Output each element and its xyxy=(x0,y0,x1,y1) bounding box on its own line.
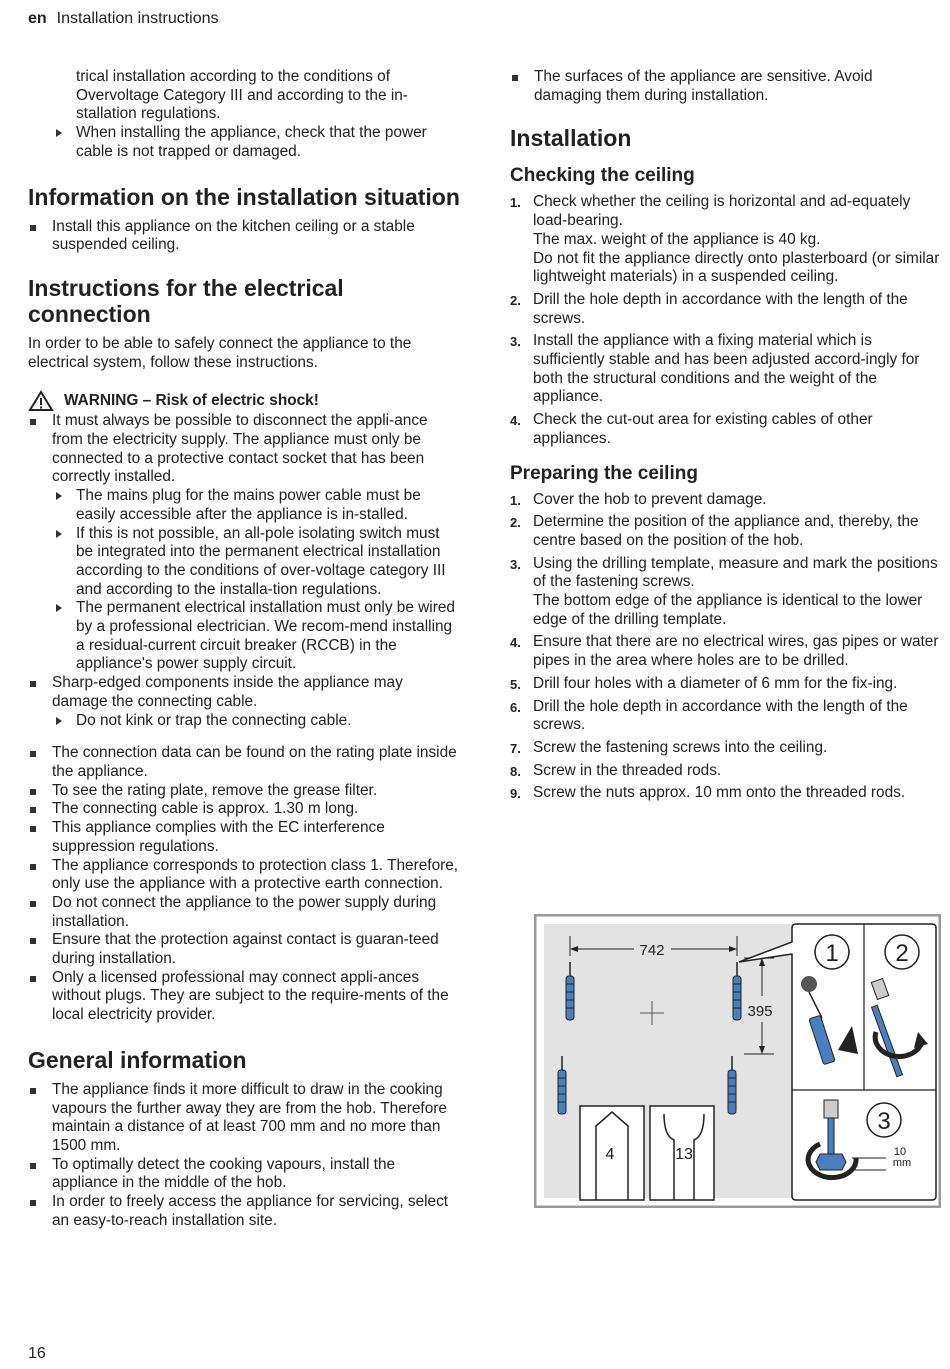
heading-installation-situation: Information on the installation situation xyxy=(28,183,460,210)
step-item xyxy=(510,633,942,670)
intro-continuation xyxy=(28,68,460,162)
step-text: Screw the nuts approx. 10 mm onto the threaded rods. xyxy=(533,784,906,802)
step-item xyxy=(510,739,942,758)
step-text: Drill the hole depth in accordance with the length of the screws. xyxy=(533,290,908,327)
warning-triangle-icon xyxy=(28,390,54,412)
rod-fixture xyxy=(824,1100,838,1118)
surfaces-list xyxy=(510,68,942,105)
nut xyxy=(816,1154,846,1170)
list-item: To optimally detect the cooking vapours, install the appliance in the middle of the hob. xyxy=(28,1156,460,1193)
left-column xyxy=(28,68,460,1230)
list-item: The connection data can be found on the rating plate inside the appliance. xyxy=(28,744,460,781)
warning-list xyxy=(28,412,460,730)
step-text: Cover the hob to prevent damage. xyxy=(533,490,767,508)
list-item xyxy=(28,674,460,730)
list-item-text: It must always be possible to disconnect the appli-ance from the electricity supply. The appliance must only be connected to a protective contact socket that has been correctly installed. xyxy=(52,412,428,486)
step-number: 5. xyxy=(510,676,521,692)
step-note: Do not fit the appliance directly onto plasterboard (or similar lightweight materials) in a suspended ceiling. xyxy=(533,249,940,286)
step-number: 2. xyxy=(510,515,521,531)
heading-general-information: General information xyxy=(28,1046,247,1073)
step-number: 3. xyxy=(510,334,521,350)
hex-key-size: 4 xyxy=(605,1146,615,1163)
page-header xyxy=(28,10,219,28)
step-number: 8. xyxy=(510,763,521,779)
nut-gap-value: 10 xyxy=(893,1146,907,1158)
step-item xyxy=(510,675,942,694)
step-item xyxy=(510,698,942,735)
warning-heading xyxy=(28,390,460,412)
step-item xyxy=(510,332,942,407)
step-number: 7. xyxy=(510,740,521,756)
heading-preparing-ceiling: Preparing the ceiling xyxy=(510,462,698,484)
nut-gap-unit: mm xyxy=(892,1157,912,1169)
step-number: 4. xyxy=(510,635,521,651)
step-weight-note: The max. weight of the appliance is 40 kg. xyxy=(533,230,821,248)
list-item: Ensure that the protection against contact is guaran-teed during installation. xyxy=(28,931,460,968)
step-1-number: 1 xyxy=(825,940,839,967)
heading-checking-ceiling: Checking the ceiling xyxy=(510,165,695,187)
electrical-intro: In order to be able to safely connect the appliance to the electrical system, follow these instructions. xyxy=(28,334,412,371)
preparing-steps xyxy=(510,491,942,804)
wrench-size: 13 xyxy=(675,1146,693,1163)
intro-arrow-item: When installing the appliance, check that the power cable is not trapped or damaged. xyxy=(52,124,460,161)
list-item: Only a licensed professional may connect appli-ances without plugs. They are subject to the require-ments of the local electricity provider. xyxy=(28,969,460,1025)
sub-arrow-list xyxy=(52,487,460,674)
hex-key-tool xyxy=(580,1106,644,1200)
language-code: en xyxy=(28,10,47,27)
step-text: Determine the position of the appliance and, thereby, the centre based on the position of the hob. xyxy=(533,513,919,549)
step-number: 6. xyxy=(510,699,521,715)
ceiling-installation-figure xyxy=(534,914,941,1208)
step-item xyxy=(510,411,942,448)
step-item xyxy=(510,513,942,550)
heading-installation: Installation xyxy=(510,125,632,152)
general-list xyxy=(28,1081,460,1231)
list-item-text: Sharp-edged components inside the appliance may damage the connecting cable. xyxy=(52,674,403,710)
intro-line: stallation regulations. xyxy=(76,105,221,123)
header-title: Installation instructions xyxy=(56,10,219,27)
list-item: This appliance complies with the EC interference suppression regulations. xyxy=(28,819,460,856)
right-column xyxy=(510,68,942,807)
step-text: Check the cut-out area for existing cables of other appliances. xyxy=(533,411,873,447)
step-text: Using the drilling template, measure and mark the positions of the fastening screws. xyxy=(533,554,938,591)
warning-text: WARNING – Risk of electric shock! xyxy=(64,391,319,409)
situation-list xyxy=(28,218,460,255)
arrow-item: The mains plug for the mains power cable must be easily accessible after the appliance is in-stalled. xyxy=(52,487,460,524)
checking-steps xyxy=(510,193,942,448)
list-item: To see the rating plate, remove the grease filter. xyxy=(28,782,460,801)
step-item xyxy=(510,491,942,510)
arrow-item: The permanent electrical installation must only be wired by a professional electrician. We recom-mend installing a residual-current circuit breaker (RCCB) in the appliance's power supply circuit. xyxy=(52,599,460,674)
step-item xyxy=(510,762,942,781)
sub-arrow-list xyxy=(52,712,460,731)
step-number: 3. xyxy=(510,556,521,572)
heading-electrical-connection: Instructions for the electrical connection xyxy=(28,274,344,327)
step-number: 1. xyxy=(510,492,521,508)
step-number: 2. xyxy=(510,292,521,308)
list-item xyxy=(28,412,460,674)
step-text: Drill the hole depth in accordance with the length of the screws. xyxy=(533,697,908,734)
step-note: The bottom edge of the appliance is identical to the lower edge of the drilling template. xyxy=(533,592,923,628)
list-item: The connecting cable is approx. 1.30 m long. xyxy=(28,800,460,819)
step-item xyxy=(510,784,942,803)
height-dimension-label: 395 xyxy=(747,1003,773,1020)
list-item: The appliance corresponds to protection class 1. Therefore, only use the appliance with a protective earth connection. xyxy=(28,857,460,894)
list-item: Install this appliance on the kitchen ceiling or a stable suspended ceiling. xyxy=(28,218,460,255)
step-text: Check whether the ceiling is horizontal and ad-equately load-bearing. xyxy=(533,193,911,230)
step-text: Screw the fastening screws into the ceiling. xyxy=(533,738,828,756)
list-item: The appliance finds it more difficult to draw in the cooking vapours the further away they are from the hob. Therefore maintain a distance of at least 700 mm and no more than 1500 mm. xyxy=(28,1081,460,1156)
intro-arrow-list xyxy=(52,124,460,161)
step-item xyxy=(510,555,942,630)
list-item: Do not connect the appliance to the power supply during installation. xyxy=(28,894,460,931)
step-item xyxy=(510,291,942,328)
width-dimension-label: 742 xyxy=(639,942,665,959)
step-number: 1. xyxy=(510,195,521,211)
wrench-tool xyxy=(650,1106,714,1200)
step-3-number: 3 xyxy=(877,1108,891,1135)
step-2-number: 2 xyxy=(895,940,909,967)
step-text: Install the appliance with a fixing material which is sufficiently stable and has been adjusted accord-ingly for both the structural conditions and the weight of the appliance. xyxy=(533,332,920,406)
step-item xyxy=(510,193,942,287)
intro-line: Overvoltage Category III and according to the in- xyxy=(76,86,408,104)
step-number: 9. xyxy=(510,786,521,802)
step-number: 4. xyxy=(510,413,521,429)
intro-line: trical installation according to the conditions of xyxy=(76,68,390,85)
arrow-item: If this is not possible, an all-pole isolating switch must be integrated into the permanent electrical installation according to the conditions of over-voltage category III and according to the installa-tion regulations. xyxy=(52,525,460,600)
step-text: Screw in the threaded rods. xyxy=(533,761,722,779)
step-text: Drill four holes with a diameter of 6 mm for the fix-ing. xyxy=(533,674,898,692)
step-text: Ensure that there are no electrical wires, gas pipes or water pipes in the area where holes are to be drilled. xyxy=(533,633,939,670)
list-item: The surfaces of the appliance are sensitive. Avoid damaging them during installation. xyxy=(510,68,942,105)
drill-hole xyxy=(801,976,817,992)
info-list xyxy=(28,744,460,1025)
arrow-item: Do not kink or trap the connecting cable. xyxy=(52,712,460,731)
page-number: 16 xyxy=(28,1345,46,1362)
list-item: In order to freely access the appliance for servicing, select an easy-to-reach installation site. xyxy=(28,1193,460,1230)
